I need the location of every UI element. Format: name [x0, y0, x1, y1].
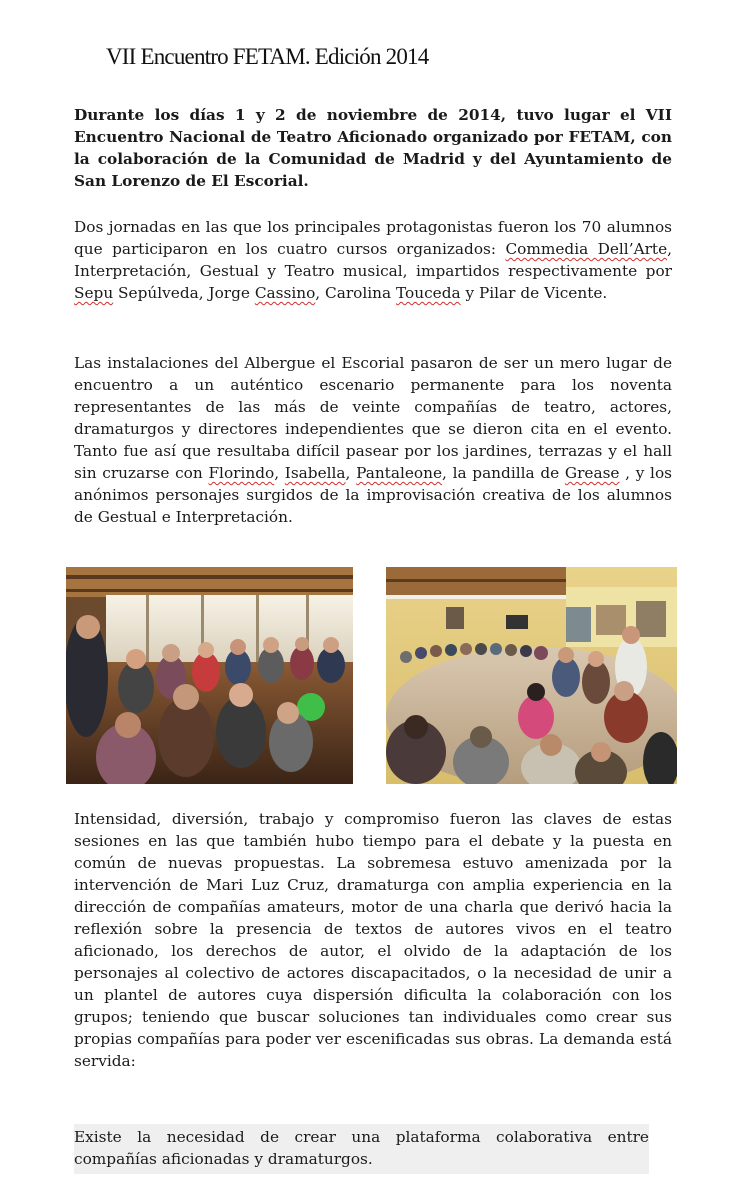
- paragraph-courses: [74, 216, 672, 304]
- photo-workshop-left-image: [66, 567, 353, 784]
- teacher-name: Cassino: [254, 284, 316, 302]
- show-name: Grease: [564, 464, 620, 482]
- character-name: Pantaleone: [356, 464, 443, 482]
- text-run: , Interpretación, Gestual y Teatro musical, impartidos respectivamente por: [74, 240, 672, 280]
- photo-workshop-left: [66, 567, 353, 784]
- document-title: VII Encuentro FETAM. Edición 2014: [106, 44, 429, 69]
- text-run: Sepúlveda, Jorge: [113, 284, 255, 302]
- paragraph-sessions: Intensidad, diversión, trabajo y compromiso fueron las claves de estas sesiones en las que también hubo tiempo para el debate y la puesta en común de nuevas propuestas. La sobremesa estuvo amenizada por la intervención de Mari Luz Cruz, dramaturga con amplia experiencia en la dirección de compañías amateurs, motor de una charla que derivó hacia la reflexión sobre la presencia de textos de autores vivos en el teatro aficionado, los derechos de autor, el olvido de la adaptación de los personajes al colectivo de actores discapacitados, o la necesidad de unir a un plantel de autores cuya dispersión dificulta la colaboración con los grupos; teniendo que buscar soluciones tan individuales como crear sus propias compañías para poder ver escenificadas sus obras. La demanda está servida:: [74, 810, 672, 1070]
- course-name: Commedia Dell’Arte: [505, 240, 668, 258]
- text-run: , Carolina: [315, 284, 396, 302]
- teacher-name: Touceda: [396, 284, 461, 302]
- text-run: Dos jornadas en las que los principales protagonistas fueron los 70 alumnos que participaron en los cuatro cursos organizados:: [74, 218, 672, 258]
- character-name: Florindo: [208, 464, 275, 482]
- closing-statement: Existe la necesidad de crear una plataforma colaborativa entre compañías aficionadas y dramaturgos.: [74, 1124, 649, 1174]
- character-name: Isabella: [284, 464, 346, 482]
- photo-workshop-right: [386, 567, 677, 784]
- intro-paragraph: Durante los días 1 y 2 de noviembre de 2014, tuvo lugar el VII Encuentro Nacional de Teatro Aficionado organizado por FETAM, con la colaboración de la Comunidad de Madrid y del Ayuntamiento de San Lorenzo de El Escorial.: [74, 106, 672, 190]
- text-run: Las instalaciones del Albergue el Escorial pasaron de ser un mero lugar de encuentro a un auténtico escenario permanente para los noventa representantes de las más de veinte compañías de teatro, actores, dramaturgos y directores independientes que se dieron cita en el evento. Tanto fue así que resultaba difícil pasear por los jardines, terrazas y el hall sin cruzarse con: [74, 354, 672, 482]
- text-run: y Pilar de Vicente.: [460, 284, 608, 302]
- text-run: , y los anónimos personajes surgidos de la improvisación creativa de los alumnos de Gestual e Interpretación.: [74, 464, 673, 526]
- paragraph-venue: [74, 352, 672, 528]
- teacher-name: Sepu: [74, 284, 114, 302]
- photo-workshop-right-image: [386, 567, 677, 784]
- text-run: ,: [345, 464, 357, 482]
- text-run: ,: [274, 464, 285, 482]
- text-run: , la pandilla de: [442, 464, 565, 482]
